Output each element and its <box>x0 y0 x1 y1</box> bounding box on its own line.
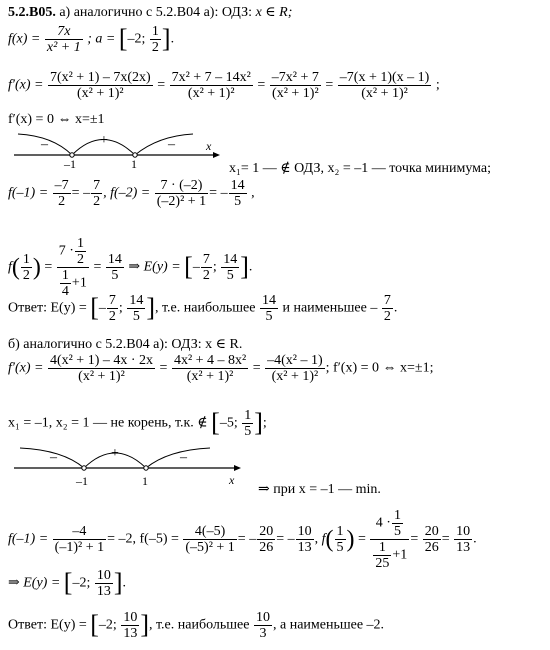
val1-label: f(–1) = <box>8 185 49 201</box>
answer-left <box>107 293 118 324</box>
function-definition: f(x) = $\frac{7x}{\text{x² + 1}}$ ; a = [–2; $\frac{1}{2}$ ]. <box>8 23 175 55</box>
derivative-a: f′(x) = $\frac{\text{7(x² + 1) – 7x(2x)}}{\text{(x² + 1)²}}$ = $\frac{\text{7x² + 7 – 14x²}}{\text{(x² + 1)²}}$ = $\frac{\text{–7x² + 7}}{\text{(x² + 1)²}}$ = $\frac{-7(x + 1)(x - 1)}{\text{(x² + 1)²}}$ ; <box>8 70 440 101</box>
compound-den <box>370 540 409 571</box>
num: 10 <box>123 610 138 625</box>
den: 2 <box>383 309 391 324</box>
compound-num <box>370 508 409 540</box>
deriv-frac-2 <box>170 70 253 101</box>
val1-frac <box>53 178 71 209</box>
range-label: ⇒ E(y) = <box>8 575 61 591</box>
num: 1 <box>373 540 391 556</box>
sign-1: – <box>50 450 57 465</box>
deriv-frac-4 <box>338 70 432 101</box>
num: 7 <box>202 252 210 267</box>
sign-2: + <box>100 133 108 148</box>
interval-left: –2; <box>127 31 146 47</box>
num: 7 <box>93 178 101 193</box>
paren-open: ( <box>11 254 20 281</box>
f-symbol: f <box>321 531 326 547</box>
num: 7 <box>383 293 391 308</box>
bracket-open: [ <box>184 251 193 281</box>
range-left: –2; <box>72 575 91 591</box>
bracket-open: [ <box>90 292 99 322</box>
den: 3 <box>259 626 267 641</box>
sign-1: – <box>41 137 48 152</box>
den: (x² + 1)² <box>187 86 235 101</box>
num: –7(x + 1)(x – 1) <box>339 70 430 85</box>
den: 13 <box>456 540 471 555</box>
roots-note-a: x₁= 1 — ∉ ОДЗ, x₂ = –1 — точка минимума; <box>229 161 492 176</box>
sign-3: – <box>168 137 175 152</box>
v3-result-2 <box>454 524 472 555</box>
equals: = <box>44 259 53 275</box>
num: 14 <box>230 178 245 193</box>
sign-diagram-a <box>8 124 228 168</box>
arc-3 <box>146 448 210 468</box>
values-a <box>8 178 255 209</box>
range-left <box>201 252 212 283</box>
equals: = – <box>71 185 91 201</box>
zero-condition: ; f′(x) = 0 ⇔ x=±1; <box>325 360 434 376</box>
den: 26 <box>424 540 439 555</box>
f-symbol: f <box>8 259 12 275</box>
min-frac <box>382 293 393 324</box>
paren-open: ( <box>325 526 334 553</box>
roots-text: x₁ = –1, x₂ = 1 — не корень, т.к. ∉ <box>8 415 208 431</box>
max-frac <box>260 293 278 324</box>
f-label: f(x) = <box>8 31 41 47</box>
deriv-frac-3 <box>270 70 321 101</box>
f-fraction <box>45 24 83 55</box>
answer-a: Ответ: E(y) = [– $\frac{7}{2}$ ; $\frac{14}{5}$ ], т.е. наибольшее $\frac{14}{5}$ и наименьшее – $\frac{7}{2}$ . <box>8 292 398 324</box>
arg-frac <box>21 252 32 283</box>
num: 7x² + 7 – 14x² <box>171 70 251 85</box>
num: 10 <box>255 610 270 625</box>
val2-frac <box>155 178 208 209</box>
half-den: 2 <box>151 40 159 55</box>
deriv-label: f′(x) = <box>8 360 44 376</box>
interval-left: –5; <box>219 415 238 431</box>
equals: = – <box>237 531 257 547</box>
den: 2 <box>108 309 116 324</box>
num: 1 <box>336 524 344 539</box>
tick-minus-one: –1 <box>76 474 88 488</box>
v1-frac <box>53 524 106 555</box>
semicolon: ; <box>435 77 440 93</box>
bracket-close: ] <box>161 23 171 53</box>
bracket-open: [ <box>118 23 128 53</box>
range-b <box>8 568 126 599</box>
den: 5 <box>265 309 273 324</box>
den: 5 <box>226 268 234 283</box>
val1-frac-2 <box>91 178 102 209</box>
num: –4 <box>53 524 106 540</box>
point-minus-one <box>82 466 86 470</box>
den: 13 <box>96 584 111 599</box>
bracket-close: ] <box>113 567 123 597</box>
num: 14 <box>129 293 144 308</box>
equals: = <box>441 531 450 547</box>
inner-frac-2 <box>373 540 391 571</box>
axis-label: x <box>229 473 235 487</box>
den: 13 <box>123 626 138 641</box>
compound-frac <box>57 236 89 299</box>
sign-2: + <box>111 446 119 461</box>
comma: , <box>314 531 319 547</box>
num: 4(–5) <box>183 524 236 540</box>
deriv-frac-2 <box>172 353 248 384</box>
num: 10 <box>456 524 471 539</box>
answer-text: , т.е. наибольшее <box>148 617 250 633</box>
f-den: x² + 1 <box>46 40 81 55</box>
bracket-open: [ <box>63 567 73 597</box>
v2-frac-3 <box>296 524 314 555</box>
comma: , <box>251 185 255 201</box>
value-half-a: f( $\frac{1}{2}$ ) = 7 · $\frac{1}{2}$ $\frac{1}{4}$ +1 = $\frac{14}{5}$ ⇒ E(y) = [– $\frac{7}{2}$ ; $\frac{14}{5}$ ]. <box>8 236 253 299</box>
deriv-label: f′(x) = <box>8 77 44 93</box>
coef: 4 · <box>375 515 391 531</box>
answer-b <box>8 610 384 641</box>
tick-one: 1 <box>131 157 137 168</box>
den: 5 <box>244 424 252 439</box>
coef: 7 · <box>58 243 74 259</box>
num: 7 <box>108 293 116 308</box>
derivative-b: f′(x) = $\frac{\text{4(x² + 1) – 4x · 2x}}{\text{(x² + 1)²}}$ = $\frac{\text{4x² + 4 – 8x²}}{\text{(x² + 1)²}}$ = $\frac{\text{–4(x² – 1)}}{\text{(x² + 1)²}}$ ; f′(x) = 0 ⇔ x=±1; <box>8 353 434 384</box>
dot: . <box>393 300 398 316</box>
den: 25 <box>375 556 390 571</box>
num: –7 <box>54 178 69 193</box>
equals: = – <box>209 185 228 201</box>
num: 4(x² + 1) – 4x · 2x <box>49 353 154 368</box>
answer-right <box>127 293 145 324</box>
answer-label: Ответ: E(y) = <box>8 300 87 316</box>
val2-label: , f(–2) = <box>103 185 151 201</box>
range-right <box>95 568 113 599</box>
num: 14 <box>261 293 276 308</box>
val2-frac-2 <box>229 178 247 209</box>
axis-arrow <box>234 465 241 471</box>
answer-right <box>121 610 139 641</box>
den: (–5)² + 1 <box>185 540 235 555</box>
den: (x² + 1)² <box>271 369 319 384</box>
bracket-close: ] <box>240 251 249 281</box>
part-a-intro: а) аналогично с 5.2.В04 а): ОДЗ: <box>55 5 256 20</box>
inner-frac <box>75 236 86 267</box>
f-num: 7x <box>45 24 83 40</box>
half-num: 1 <box>151 24 159 39</box>
bracket-close: ] <box>254 407 263 437</box>
v3-result <box>423 524 441 555</box>
result-frac <box>106 252 124 283</box>
num: 14 <box>223 252 238 267</box>
den: 2 <box>202 268 210 283</box>
tick-one: 1 <box>142 474 148 488</box>
den: 2 <box>93 194 101 209</box>
semicolon: ; <box>262 415 267 431</box>
arg-frac <box>335 524 346 555</box>
den: 2 <box>58 194 66 209</box>
answer-and: и наименьшее – <box>278 300 378 316</box>
plus-one: +1 <box>71 275 87 291</box>
num: –4(x² – 1) <box>267 353 323 368</box>
range-label: ⇒ E(y) = <box>128 259 181 275</box>
var-x: x <box>255 5 262 20</box>
v2-frac-2 <box>257 524 275 555</box>
point-one <box>144 466 148 470</box>
bracket-close: ] <box>146 292 155 322</box>
answer-end: , а наименьшее –2. <box>272 617 385 633</box>
num: 1 <box>393 508 401 523</box>
deriv-frac-1 <box>48 70 153 101</box>
num: 1 <box>244 408 252 423</box>
dot: . <box>122 575 127 591</box>
values-b <box>8 508 477 571</box>
num: –7x² + 7 <box>271 70 319 85</box>
num: 10 <box>297 524 312 539</box>
domain-r: ∈ R; <box>261 5 293 20</box>
problem-number: 5.2.В05. <box>8 5 56 20</box>
answer-label: Ответ: E(y) = <box>8 617 87 633</box>
den: 5 <box>132 309 140 324</box>
den: 5 <box>234 194 242 209</box>
num: 4x² + 4 – 8x² <box>173 353 247 368</box>
arc-3 <box>135 134 193 155</box>
zero-condition-a: f′(x) = 0 ⇔ x=±1 <box>8 112 105 127</box>
num: 1 <box>22 252 30 267</box>
conclusion-b: ⇒ при x = –1 — min. <box>258 482 381 497</box>
den: (x² + 1)² <box>186 369 234 384</box>
answer-left: –2; <box>98 617 117 633</box>
part-b-intro: б) аналогично с 5.2.В04 а): ОДЗ: x ∈ R. <box>8 337 243 352</box>
den: (x² + 1)² <box>77 86 124 101</box>
equals: = – <box>276 531 295 547</box>
den: 5 <box>111 268 119 283</box>
v1-label: f(–1) = <box>8 531 49 547</box>
num: 14 <box>107 252 122 267</box>
part-a-header <box>8 4 292 21</box>
bracket-close: ] <box>140 609 149 639</box>
range-right <box>221 252 239 283</box>
den: (–1)² + 1 <box>54 540 105 555</box>
paren-close: ) <box>32 254 41 281</box>
axis-arrow <box>213 152 220 158</box>
den: 2 <box>76 252 84 267</box>
num: 1 <box>76 236 84 251</box>
paren-close: ) <box>346 526 355 553</box>
axis-label: x <box>206 139 212 153</box>
answer-text: , т.е. наибольшее <box>154 300 256 316</box>
sign-diagram-b <box>8 442 248 488</box>
num: 20 <box>259 524 274 539</box>
num: 1 <box>61 268 69 283</box>
num: 7 · (–2) <box>155 178 208 194</box>
bracket-open: [ <box>211 407 220 437</box>
interval-frac <box>242 408 253 439</box>
tick-minus-one: –1 <box>64 157 76 168</box>
den: (x² + 1)² <box>78 369 125 384</box>
den: (x² + 1)² <box>272 86 319 101</box>
max-frac <box>254 610 272 641</box>
den: 5 <box>393 524 401 539</box>
deriv-frac-1 <box>48 353 155 384</box>
den: (–2)² + 1 <box>156 194 207 209</box>
inner-frac <box>392 508 403 539</box>
bracket-open: [ <box>90 609 99 639</box>
num: 7(x² + 1) – 7x(2x) <box>49 70 151 85</box>
den: 5 <box>336 540 344 555</box>
compound-frac <box>370 508 409 571</box>
equals: = <box>410 531 419 547</box>
den: 26 <box>259 540 274 555</box>
v2-frac <box>183 524 236 555</box>
half-fraction <box>150 24 161 55</box>
plus-one: +1 <box>392 547 408 563</box>
roots-b <box>8 408 267 439</box>
interval-label: ; a = <box>87 31 116 47</box>
compound-num <box>57 236 89 268</box>
num: 20 <box>424 524 439 539</box>
den: 4 <box>61 284 69 299</box>
equals: = <box>358 531 366 547</box>
den: 13 <box>297 540 312 555</box>
num: 10 <box>96 568 111 583</box>
dot: . <box>473 531 477 547</box>
den: 2 <box>22 268 30 283</box>
deriv-frac-3 <box>265 353 325 384</box>
equals: = –2, f(–5) = <box>107 531 179 547</box>
den: (x² + 1)² <box>361 86 408 101</box>
sign-3: – <box>180 450 187 465</box>
